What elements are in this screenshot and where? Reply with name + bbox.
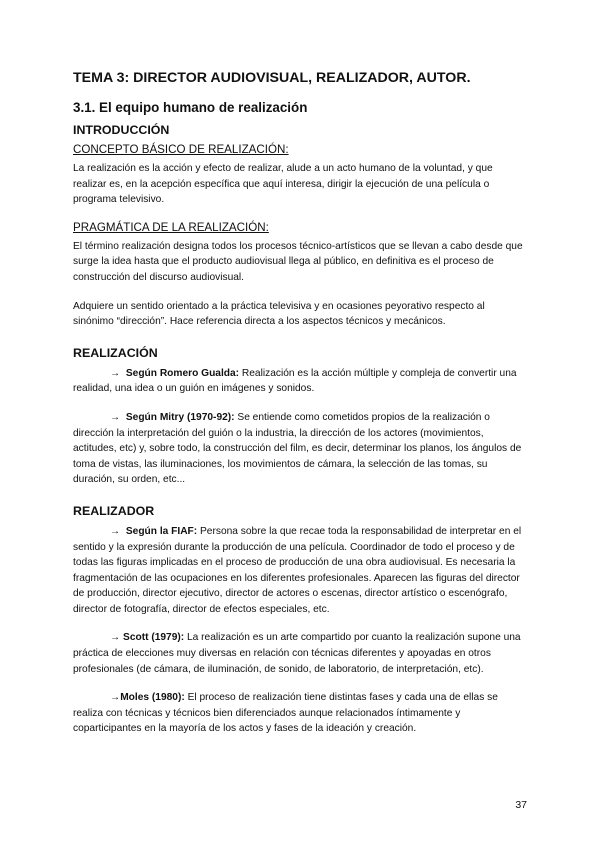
arrow-icon: → [110, 525, 121, 537]
entry-author: Moles (1980): [120, 692, 185, 704]
arrow-icon: → [110, 367, 121, 379]
document-page [73, 70, 528, 737]
entry-author: Según Romero Gualda: [125, 367, 240, 379]
entry-text: Se entiende como cometidos propios de la realización o dirección la interpretación del guión o la industria, la dirección de los actores (movimientos, actitudes, etc) y, sobre todo, la construcción del film, es decir, determinar los planos, los ángulos de toma de vistas, las iluminaciones, los movimientos de cámara, la selección de las tomas, su duración, su orden, etc... [73, 411, 522, 486]
concepto-paragraph: La realización es la acción y efecto de realizar, alude a un acto humano de la voluntad, y que realizar es, en la acepción específica que aquí interesa, dirigir la ejecución de una película o programa televisivo. [73, 163, 493, 206]
realizacion-entry [73, 410, 528, 488]
realizador-heading: REALIZADOR [73, 503, 155, 518]
realizacion-heading: REALIZACIÓN [73, 345, 158, 360]
realizador-entry [73, 524, 528, 618]
pragmatica-paragraph-1: El término realización designa todos los procesos técnico-artísticos que se llevan a cabo desde que surge la idea hasta que el producto audiovisual llega al público, en definitiva es el proceso de construcción del discurso audiovisual. [73, 240, 523, 283]
section-heading: 3.1. El equipo humano de realización [73, 100, 308, 115]
realizador-entry [73, 690, 528, 737]
concepto-heading: CONCEPTO BÁSICO DE REALIZACIÓN: [73, 143, 289, 156]
realizacion-entry [73, 366, 528, 397]
pragmatica-heading: PRAGMÁTICA DE LA REALIZACIÓN: [73, 220, 269, 234]
arrow-icon: → [110, 411, 121, 423]
entry-author: Scott (1979): [123, 632, 185, 644]
arrow-icon: → [110, 692, 121, 704]
page-number: 37 [515, 799, 527, 811]
arrow-icon: → [110, 632, 121, 644]
intro-heading: INTRODUCCIÓN [73, 123, 170, 137]
realizador-entry [73, 630, 528, 677]
entry-author: Según Mitry (1970-92): [125, 411, 235, 423]
pragmatica-paragraph-2: Adquiere un sentido orientado a la práctica televisiva y en ocasiones peyorativo respecto al sinónimo “dirección”. Hace referencia directa a los aspectos técnicos y mecánicos. [73, 300, 485, 328]
entry-text: El proceso de realización tiene distintas fases y cada una de ellas se realiza con técnicas y técnicos bien diferenciados aunque relacionados íntimamente y coparticipantes en la mayoría de los actos y fases de la ideación y creación. [73, 692, 498, 735]
entry-text: Persona sobre la que recae toda la responsabilidad de interpretar en el sentido y la expresión durante la producción de una película. Coordinador de todo el proceso y de todas las figuras implicadas en el proceso de producción de una obra audiovisual. Es necesaria la fragmentación de las ocupaciones en los diferentes profesionales. Aparecen las figuras del director de producción, director ejecutivo, director de actores o escenas, director artístico o escenógrafo, director de fotografía, director de efectos especiales, etc. [73, 525, 522, 615]
entry-author: Según la FIAF: [125, 525, 198, 537]
entry-text: La realización es un arte compartido por cuanto la realización supone una práctica de elecciones muy diversas en relación con técnicas diferentes y apoyadas en otros profesionales (de cámara, de iluminación, de sonido, de laboratorio, de interpretación, etc). [73, 632, 521, 675]
document-title: TEMA 3: DIRECTOR AUDIOVISUAL, REALIZADOR, AUTOR. [73, 70, 471, 86]
entry-text: Realización es la acción múltiple y compleja de convertir una realidad, una idea o un guión en imágenes y sonidos. [73, 367, 517, 395]
